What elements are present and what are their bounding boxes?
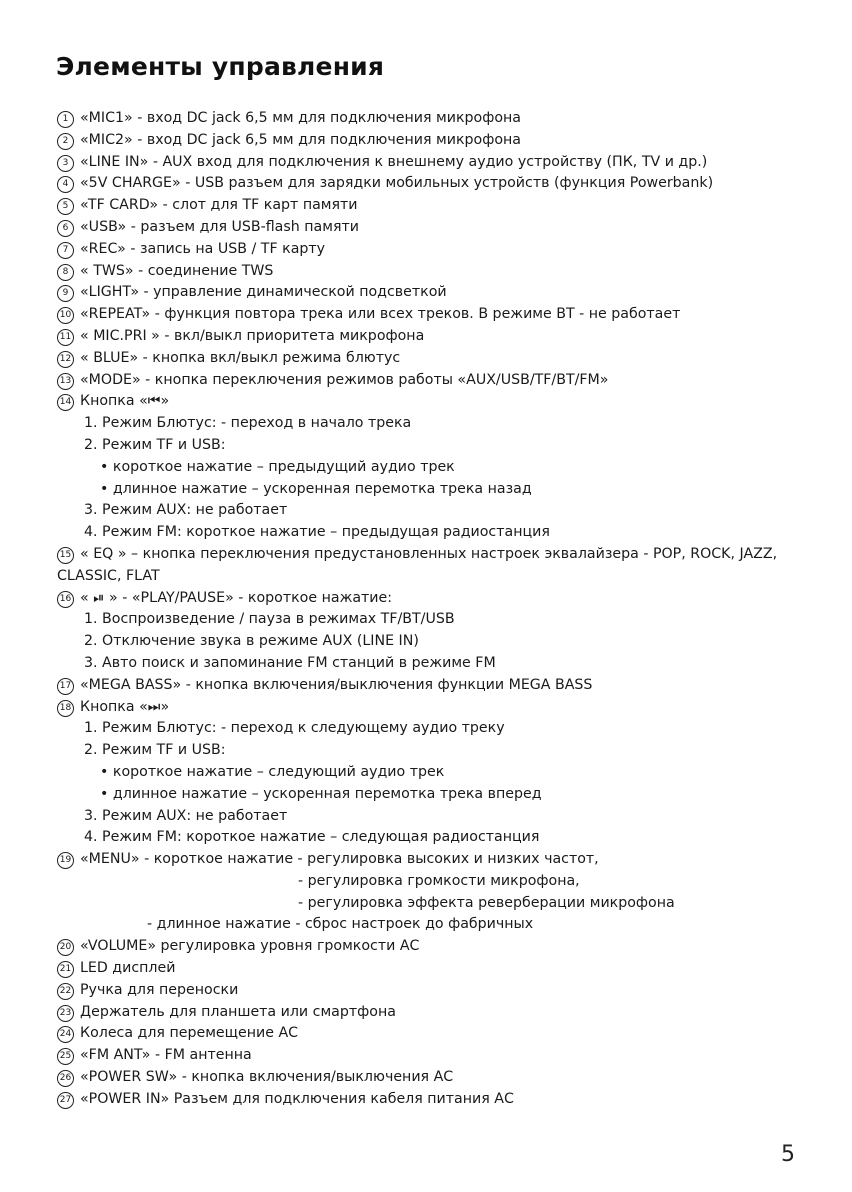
item-text: • длинное нажатие – ускоренная перемотка трека назад (100, 480, 532, 497)
control-detail-line (57, 784, 837, 806)
control-detail-line (57, 718, 837, 740)
item-text: «REPEAT» - функция повтора трека или всех треков. В режиме BT - не работает (80, 306, 681, 323)
item-number-badge: 3 (57, 155, 74, 172)
item-text: 3. Режим AUX: не работает (84, 502, 288, 519)
item-text: - регулировка громкости микрофона, (298, 872, 580, 889)
control-detail-line (57, 914, 837, 936)
item-number-badge: 27 (57, 1092, 74, 1109)
item-text: CLASSIC, FLAT (57, 567, 160, 584)
item-number-badge: 14 (57, 394, 74, 411)
item-number-badge: 22 (57, 983, 74, 1000)
control-detail-line (57, 631, 837, 653)
control-detail-line (57, 653, 837, 675)
item-number-badge: 8 (57, 264, 74, 281)
control-detail-line (57, 435, 837, 457)
control-detail-line (57, 413, 837, 435)
item-number-badge: 9 (57, 285, 74, 302)
item-text: Держатель для планшета или смартфона (80, 1003, 396, 1020)
item-number-badge: 19 (57, 852, 74, 869)
control-item-24 (57, 1023, 837, 1045)
item-number-badge: 24 (57, 1026, 74, 1043)
item-text: «REC» - запись на USB / TF карту (80, 240, 326, 257)
item-number-badge: 13 (57, 373, 74, 390)
item-number-badge: 25 (57, 1048, 74, 1065)
control-item-6 (57, 217, 837, 239)
control-detail-line (57, 871, 837, 893)
item-text: - регулировка эффекта реверберации микрофона (298, 894, 675, 911)
control-detail-line (57, 893, 837, 915)
control-detail-line (57, 500, 837, 522)
control-item-23 (57, 1002, 837, 1024)
control-item-27 (57, 1089, 837, 1111)
item-number-badge: 11 (57, 329, 74, 346)
item-number-badge: 6 (57, 220, 74, 237)
control-item-3 (57, 152, 837, 174)
control-item-18 (57, 697, 837, 719)
control-item-4 (57, 173, 837, 195)
control-item-7 (57, 239, 837, 261)
control-item-11 (57, 326, 837, 348)
item-text: «LINE IN» - AUX вход для подключения к внешнему аудио устройству (ПК, TV и др.) (80, 153, 708, 170)
item-number-badge: 18 (57, 700, 74, 717)
control-item-8 (57, 261, 837, 283)
control-item-1 (57, 108, 837, 130)
item-text: Кнопка «⏭» (80, 698, 170, 715)
controls-list (57, 108, 837, 1111)
item-text: 3. Режим AUX: не работает (84, 807, 288, 824)
control-detail-line (57, 762, 837, 784)
item-text: «TF CARD» - слот для TF карт памяти (80, 197, 358, 214)
control-detail-line (57, 827, 837, 849)
item-number-badge: 12 (57, 351, 74, 368)
page-title: Элементы управления (56, 52, 385, 81)
item-text: Колеса для перемещение АС (80, 1025, 299, 1042)
item-number-badge: 2 (57, 133, 74, 150)
item-number-badge: 21 (57, 961, 74, 978)
control-item-2 (57, 130, 837, 152)
item-number-badge: 17 (57, 678, 74, 695)
item-number-badge: 16 (57, 591, 74, 608)
control-item-9 (57, 282, 837, 304)
item-number-badge: 23 (57, 1005, 74, 1022)
item-text: «MIC2» - вход DC jack 6,5 мм для подключения микрофона (80, 131, 521, 148)
control-item-5 (57, 195, 837, 217)
item-number-badge: 10 (57, 307, 74, 324)
control-item-25 (57, 1045, 837, 1067)
item-text: « TWS» - соединение TWS (80, 262, 274, 279)
item-text: • длинное нажатие – ускоренная перемотка трека вперед (100, 785, 542, 802)
control-detail-line (57, 522, 837, 544)
item-text: « ⏯ » - «PLAY/PAUSE» - короткое нажатие: (80, 589, 393, 606)
control-item-14 (57, 391, 837, 413)
item-text: 3. Авто поиск и запоминание FM станций в режиме FM (84, 654, 496, 671)
item-number-badge: 26 (57, 1070, 74, 1087)
item-text: «MENU» - короткое нажатие - регулировка высоких и низких частот, (80, 851, 599, 868)
control-item-22 (57, 980, 837, 1002)
item-text: «MODE» - кнопка переключения режимов работы «AUX/USB/TF/BT/FM» (80, 371, 609, 388)
item-text: • короткое нажатие – следующий аудио трек (100, 763, 445, 780)
control-detail-line (57, 609, 837, 631)
item-text: « MIC.PRI » - вкл/выкл приоритета микрофона (80, 327, 425, 344)
control-detail-line (57, 566, 837, 588)
item-text: «FM ANT» - FM антенна (80, 1047, 252, 1064)
control-item-12 (57, 348, 837, 370)
item-text: 2. Режим TF и USB: (84, 742, 226, 759)
item-text: 4. Режим FM: короткое нажатие – предыдущая радиостанция (84, 524, 550, 541)
item-text: «USB» - разъем для USB-flash памяти (80, 218, 359, 235)
control-item-17 (57, 675, 837, 697)
item-number-badge: 20 (57, 939, 74, 956)
control-detail-line (57, 479, 837, 501)
item-text: 1. Режим Блютус: - переход в начало трека (84, 415, 412, 432)
control-detail-line (57, 806, 837, 828)
item-number-badge: 7 (57, 242, 74, 259)
control-item-16 (57, 588, 837, 610)
control-item-21 (57, 958, 837, 980)
item-text: LED дисплей (80, 960, 176, 977)
item-number-badge: 4 (57, 176, 74, 193)
item-text: 1. Воспроизведение / пауза в режимах TF/BT/USB (84, 611, 455, 628)
item-text: Ручка для переноски (80, 981, 239, 998)
control-item-20 (57, 936, 837, 958)
item-text: 2. Режим TF и USB: (84, 436, 226, 453)
item-text: 1. Режим Блютус: - переход к следующему аудио треку (84, 720, 505, 737)
item-number-badge: 1 (57, 111, 74, 128)
control-item-19 (57, 849, 837, 871)
item-text: «5V CHARGE» - USB разъем для зарядки мобильных устройств (функция Powerbank) (80, 175, 714, 192)
item-text: «VOLUME» регулировка уровня громкости АС (80, 938, 420, 955)
item-text: • короткое нажатие – предыдущий аудио трек (100, 458, 455, 475)
item-text: - длинное нажатие - сброс настроек до фабричных (147, 916, 534, 933)
item-text: «MIC1» - вход DC jack 6,5 мм для подключения микрофона (80, 110, 521, 126)
item-text: «LIGHT» - управление динамической подсветкой (80, 284, 447, 301)
control-item-26 (57, 1067, 837, 1089)
item-text: «POWER SW» - кнопка включения/выключения АС (80, 1069, 454, 1086)
item-text: «MEGA BASS» - кнопка включения/выключения функции MEGA BASS (80, 676, 593, 693)
control-item-15 (57, 544, 837, 566)
item-text: « BLUE» - кнопка вкл/выкл режима блютус (80, 349, 401, 366)
item-text: « EQ » – кнопка переключения предустановленных настроек эквалайзера - POP, ROCK, JAZZ, (80, 545, 778, 562)
item-number-badge: 15 (57, 547, 74, 564)
control-item-10 (57, 304, 837, 326)
item-number-badge: 5 (57, 198, 74, 215)
item-text: 2. Отключение звука в режиме AUX (LINE IN) (84, 633, 419, 650)
control-detail-line (57, 457, 837, 479)
page-number: 5 (781, 1142, 795, 1167)
control-item-13 (57, 370, 837, 392)
item-text: Кнопка «⏮» (80, 393, 170, 410)
item-text: 4. Режим FM: короткое нажатие – следующая радиостанция (84, 829, 540, 846)
control-detail-line (57, 740, 837, 762)
item-text: «POWER IN» Разъем для подключения кабеля питания АС (80, 1090, 514, 1107)
